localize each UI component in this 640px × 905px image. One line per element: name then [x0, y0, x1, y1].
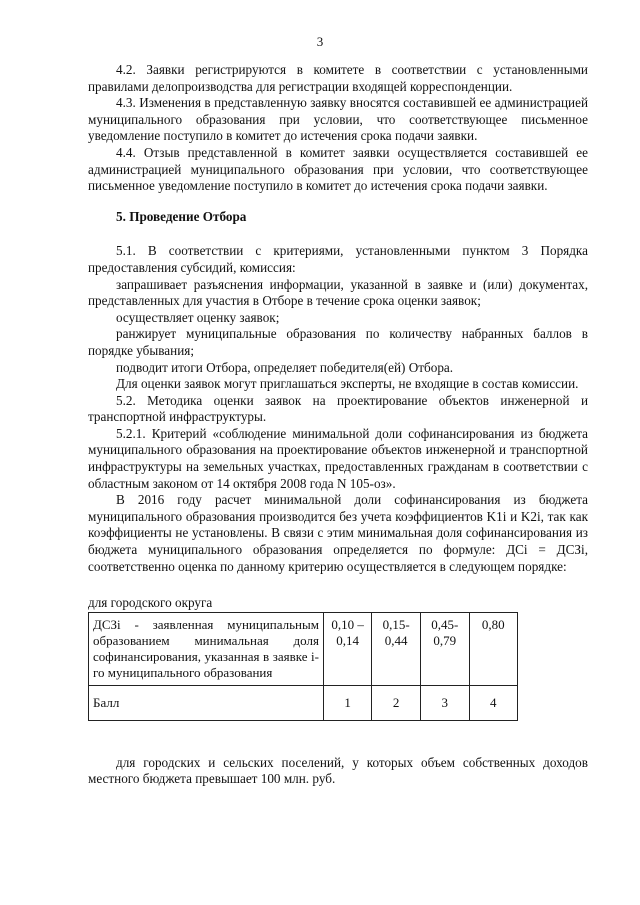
list-item: осуществляет оценку заявок;	[116, 309, 280, 325]
table-row	[89, 612, 518, 685]
paragraph-after-table: для городских и сельских поселений, у которых объем собственных доходов местного бюджета превышает 100 млн. руб.	[88, 754, 588, 787]
paragraph-2016: В 2016 году расчет минимальной доли софинансирования из бюджета муниципального образования производится без учета коэффициентов K1i и K2i, так как коэффициенты не установлены. В связи с этим минимальная доля софинансирования из бюджета муниципального образования определяется по формуле: ДСi = ДСЗi, соответственно оценка по данному критерию осуществляется в следующем порядке:	[88, 492, 588, 574]
paragraph-4-2: 4.2. Заявки регистрируются в комитете в соответствии с установленными правилами делопроизводства для регистрации входящей корреспонденции.	[88, 62, 588, 94]
paragraph-experts: Для оценки заявок могут приглашаться эксперты, не входящие в состав комиссии.	[116, 376, 579, 392]
table-cell-range: 0,45- 0,79	[420, 612, 469, 685]
table-cell-score: 4	[469, 685, 517, 720]
page-number: 3	[316, 34, 324, 49]
score-table	[88, 612, 518, 721]
paragraph-4-3: 4.3. Изменения в представленную заявку вносятся составившей ее администрацией муниципального образования при условии, что соответствующее письменное уведомление поступило в комитет до истечения срока подачи заявки.	[88, 95, 588, 144]
table-cell-range: 0,15- 0,44	[372, 612, 421, 685]
list-item: запрашивает разъяснения информации, указанной в заявке и (или) документах, представленных для участия в Отборе в течение срока оценки заявок;	[88, 276, 588, 309]
list-item: ранжирует муниципальные образования по количеству набранных баллов в порядке убывания;	[88, 326, 588, 358]
table-cell-desc: ДСЗi - заявленная муниципальным образованием минимальная доля софинансирования, указанная в заявке i-го муниципального образования	[89, 612, 324, 685]
document-body	[88, 62, 588, 788]
table-caption: для городского округа	[88, 595, 213, 611]
table-cell-score: 2	[372, 685, 421, 720]
table-cell-score: 1	[323, 685, 371, 720]
paragraph-4-4: 4.4. Отзыв представленной в комитет заявки осуществляется составившей ее администрацией муниципального образования при условии, что соответствующее письменное уведомление поступило в комитет до истечения срока подачи заявки.	[88, 144, 588, 194]
table-cell-score-label: Балл	[89, 685, 324, 720]
list-item: подводит итоги Отбора, определяет победителя(ей) Отбора.	[116, 359, 454, 375]
table-cell-range: 0,10 – 0,14	[323, 612, 371, 685]
table-cell-range: 0,80	[469, 612, 517, 685]
section-heading: 5. Проведение Отбора	[116, 208, 247, 224]
table-row	[89, 685, 518, 720]
table-cell-score: 3	[420, 685, 469, 720]
paragraph-5-1: 5.1. В соответствии с критериями, установленными пунктом 3 Порядка предоставления субсидий, комиссия:	[88, 243, 588, 275]
paragraph-5-2-1: 5.2.1. Критерий «соблюдение минимальной доли софинансирования из бюджета муниципального образования на проектирование объектов инженерной и транспортной инфраструктуры на земельных участках, предоставленных гражданам в соответствии с областным законом от 14 октября 2008 года N 105-оз».	[88, 425, 588, 491]
paragraph-5-2: 5.2. Методика оценки заявок на проектирование объектов инженерной и транспортной инфраструктуры.	[88, 392, 588, 425]
